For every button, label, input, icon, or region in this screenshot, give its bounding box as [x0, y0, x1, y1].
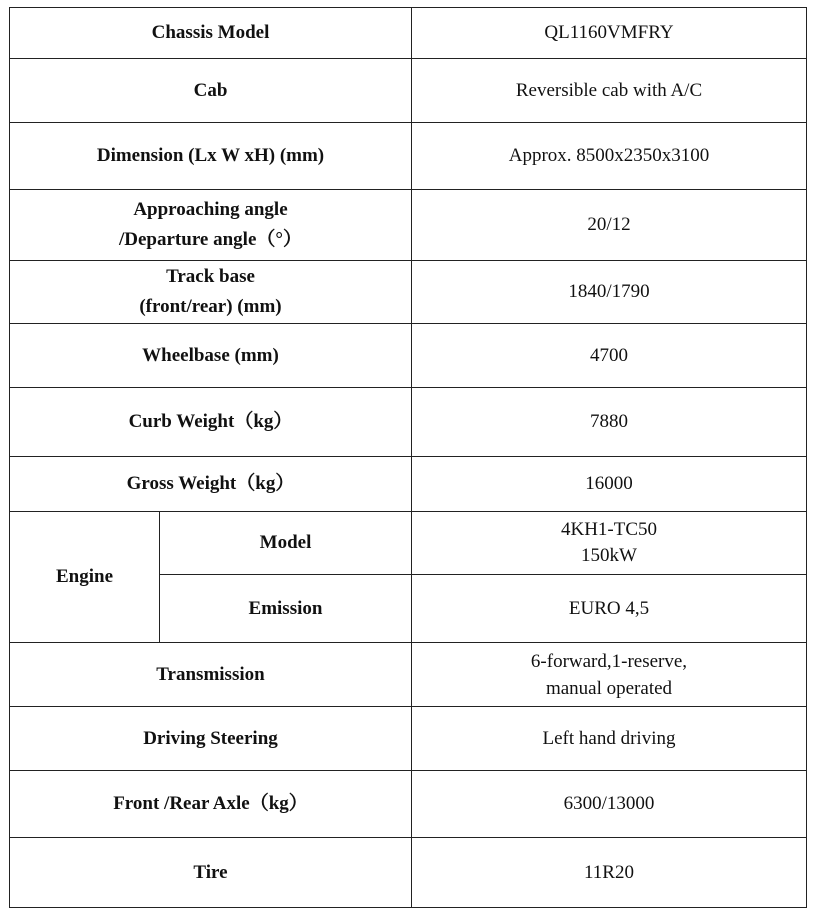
engine-model-value-line1: 4KH1-TC50	[560, 519, 658, 540]
transmission-label: Transmission	[10, 643, 412, 707]
spec-table	[9, 7, 807, 908]
gross-weight-value: 16000	[412, 457, 807, 512]
axle-label: Front /Rear Axle（kg）	[10, 771, 412, 838]
driving-steering-value: Left hand driving	[412, 707, 807, 771]
wheelbase-label: Wheelbase (mm)	[10, 324, 412, 388]
engine-model-value-line2: 150kW	[581, 545, 637, 566]
engine-model-label: Model	[160, 512, 412, 575]
row-tire	[10, 838, 807, 908]
row-wheelbase	[10, 324, 807, 388]
row-chassis-model	[10, 8, 807, 59]
engine-label: Engine	[10, 512, 160, 643]
curb-weight-value: 7880	[412, 388, 807, 457]
engine-emission-value: EURO 4,5	[412, 575, 807, 643]
row-engine-model	[10, 512, 807, 575]
row-cab	[10, 59, 807, 123]
row-dimension	[10, 123, 807, 190]
cab-label: Cab	[10, 59, 412, 123]
row-curb-weight	[10, 388, 807, 457]
transmission-value-line2: manual operated	[545, 677, 673, 699]
row-gross-weight	[10, 457, 807, 512]
row-axle	[10, 771, 807, 838]
row-transmission	[10, 643, 807, 707]
curb-weight-label: Curb Weight（kg）	[10, 388, 412, 457]
dimension-value: Approx. 8500x2350x3100	[412, 123, 807, 190]
tire-value: 11R20	[412, 838, 807, 908]
driving-steering-label: Driving Steering	[10, 707, 412, 771]
track-base-label	[10, 261, 412, 324]
angle-label-line2: /Departure angle（°）	[119, 229, 302, 250]
track-base-label-line1: Track base	[166, 266, 255, 287]
cab-value: Reversible cab with A/C	[412, 59, 807, 123]
row-track-base	[10, 261, 807, 324]
angle-label-line1: Approaching angle	[133, 199, 288, 220]
track-base-value: 1840/1790	[412, 261, 807, 324]
tire-label: Tire	[10, 838, 412, 908]
dimension-label: Dimension (Lx W xH) (mm)	[10, 123, 412, 190]
wheelbase-value: 4700	[412, 324, 807, 388]
angle-label	[10, 190, 412, 261]
track-base-label-line2: (front/rear) (mm)	[139, 296, 282, 317]
row-driving-steering	[10, 707, 807, 771]
angle-value: 20/12	[412, 190, 807, 261]
transmission-value	[412, 643, 807, 707]
gross-weight-label: Gross Weight（kg）	[10, 457, 412, 512]
transmission-value-line1: 6-forward,1-reserve,	[530, 650, 688, 672]
axle-value: 6300/13000	[412, 771, 807, 838]
chassis-model-value: QL1160VMFRY	[412, 8, 807, 59]
engine-model-value	[412, 512, 807, 575]
row-angle	[10, 190, 807, 261]
chassis-model-label: Chassis Model	[10, 8, 412, 59]
engine-emission-label: Emission	[160, 575, 412, 643]
